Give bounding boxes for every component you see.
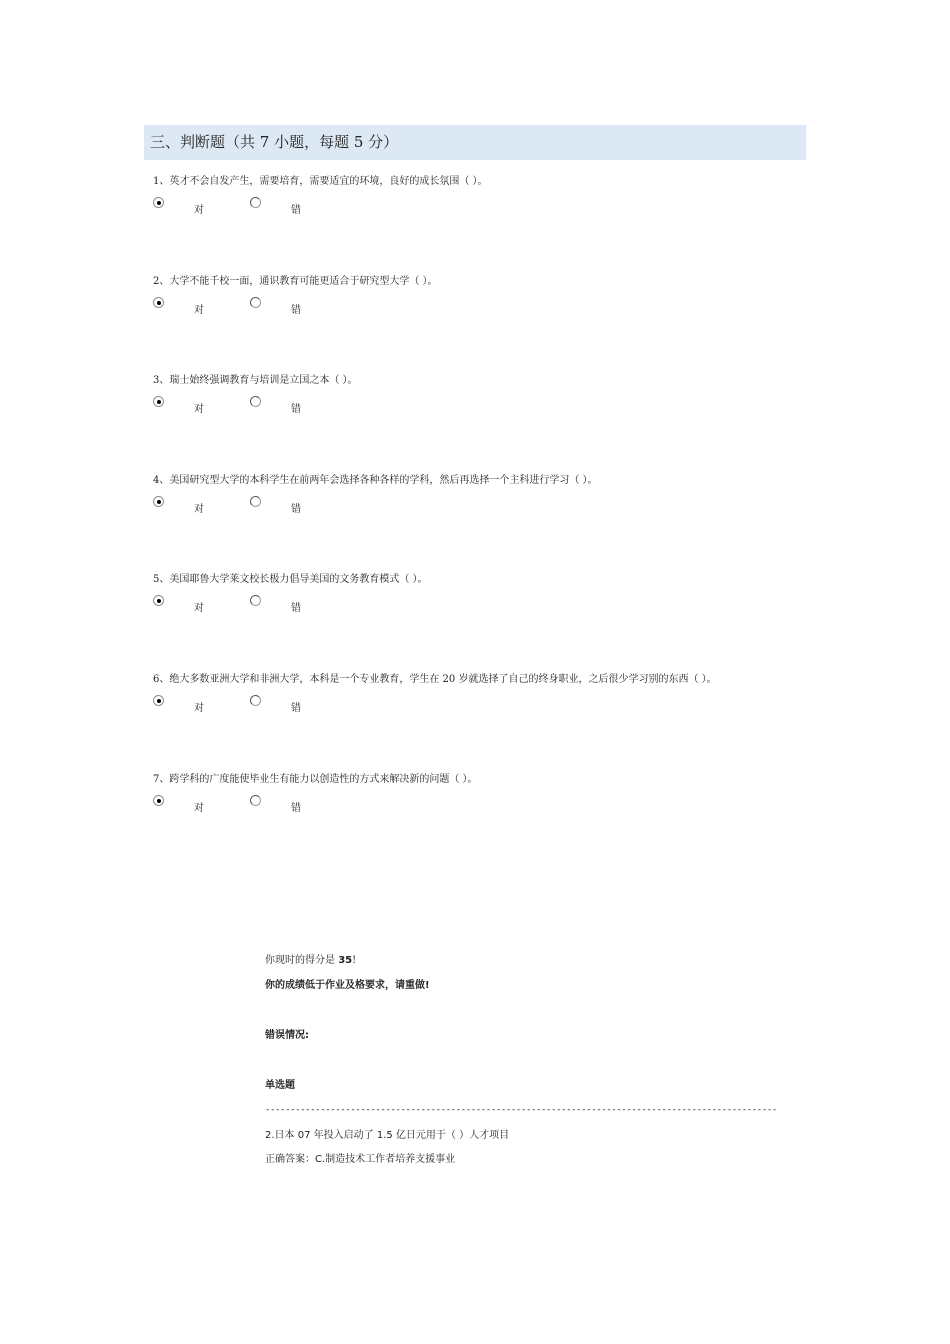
section-title: 三、判断题（共 7 小题，每题 5 分）: [144, 125, 806, 160]
option-false-label: 错: [291, 703, 301, 714]
radio-unchecked-icon[interactable]: [250, 496, 261, 507]
radio-unchecked-icon[interactable]: [250, 297, 261, 308]
fail-message: 你的成绩低于作业及格要求，请重做!: [265, 980, 430, 991]
item-amount: 1.5: [376, 1130, 393, 1141]
question-3: [153, 374, 813, 420]
option-true-label: 对: [194, 803, 204, 814]
score-line: [265, 954, 356, 968]
option-true-label: 对: [194, 504, 204, 515]
answer-options: [153, 297, 813, 321]
option-false-label: 错: [291, 504, 301, 515]
option-false-label: 错: [291, 603, 301, 614]
answer-options: [153, 396, 813, 420]
option-true-label: 对: [194, 703, 204, 714]
question-4: [153, 474, 813, 520]
item-text: 日本: [274, 1130, 298, 1141]
answer-options: [153, 197, 813, 221]
wrong-item: [265, 1129, 509, 1143]
question-text: 6、绝大多数亚洲大学和非洲大学，本科是一个专业教育，学生在 20 岁就选择了自己的终身职业，之后很少学习别的东西（ ）。: [153, 674, 717, 685]
answer-text: 制造技术工作者培养支援事业: [325, 1154, 456, 1165]
radio-checked-icon[interactable]: [153, 396, 164, 407]
answer-options: [153, 795, 813, 819]
answer-options: [153, 595, 813, 619]
item-number: 2.: [265, 1130, 275, 1141]
answer-prefix: 正确答案：: [265, 1154, 315, 1165]
option-true-label: 对: [194, 404, 204, 415]
question-1: [153, 175, 813, 221]
question-text: 5、美国耶鲁大学莱文校长极力倡导美国的文务教育模式（ ）。: [153, 574, 428, 585]
question-text: 7、跨学科的广度能使毕业生有能力以创造性的方式来解决新的问题（ ）。: [153, 774, 478, 785]
option-false-label: 错: [291, 205, 301, 216]
question-6: [153, 673, 813, 719]
question-text: 3、瑞士始终强调教育与培训是立国之本（ ）。: [153, 375, 358, 386]
option-false-label: 错: [291, 404, 301, 415]
option-true-label: 对: [194, 305, 204, 316]
option-false-label: 错: [291, 803, 301, 814]
score-value: 35: [338, 955, 353, 966]
item-text: 亿日元用于（ ）人才项目: [392, 1130, 510, 1141]
single-choice-heading: 单选题: [265, 1080, 295, 1091]
question-text: 2、大学不能千校一面，通识教育可能更适合于研究型大学（ ）。: [153, 276, 438, 287]
radio-unchecked-icon[interactable]: [250, 595, 261, 606]
correct-answer: [265, 1153, 455, 1167]
item-text: 年投入启动了: [310, 1130, 377, 1141]
errors-heading: 错误情况:: [265, 1030, 309, 1041]
question-2: [153, 275, 813, 321]
question-text: 4、美国研究型大学的本科学生在前两年会选择各种各样的学科，然后再选择一个主科进行学习（ ）。: [153, 475, 598, 486]
radio-checked-icon[interactable]: [153, 197, 164, 208]
answer-letter: C.: [315, 1154, 326, 1165]
option-true-label: 对: [194, 603, 204, 614]
radio-checked-icon[interactable]: [153, 297, 164, 308]
divider: ------------------------------------------------------------------------------------------------------: [265, 1105, 777, 1115]
radio-unchecked-icon[interactable]: [250, 197, 261, 208]
radio-checked-icon[interactable]: [153, 496, 164, 507]
option-false-label: 错: [291, 305, 301, 316]
radio-unchecked-icon[interactable]: [250, 396, 261, 407]
radio-unchecked-icon[interactable]: [250, 795, 261, 806]
question-5: [153, 573, 813, 619]
question-text: 1、英才不会自发产生，需要培育，需要适宜的环境，良好的成长氛围（ ）。: [153, 176, 488, 187]
answer-options: [153, 496, 813, 520]
option-true-label: 对: [194, 205, 204, 216]
radio-checked-icon[interactable]: [153, 695, 164, 706]
radio-unchecked-icon[interactable]: [250, 695, 261, 706]
score-suffix: !: [352, 955, 357, 966]
radio-checked-icon[interactable]: [153, 595, 164, 606]
score-prefix: 你现时的得分是: [265, 955, 339, 966]
question-7: [153, 773, 813, 819]
radio-checked-icon[interactable]: [153, 795, 164, 806]
item-year: 07: [297, 1130, 311, 1141]
answer-options: [153, 695, 813, 719]
